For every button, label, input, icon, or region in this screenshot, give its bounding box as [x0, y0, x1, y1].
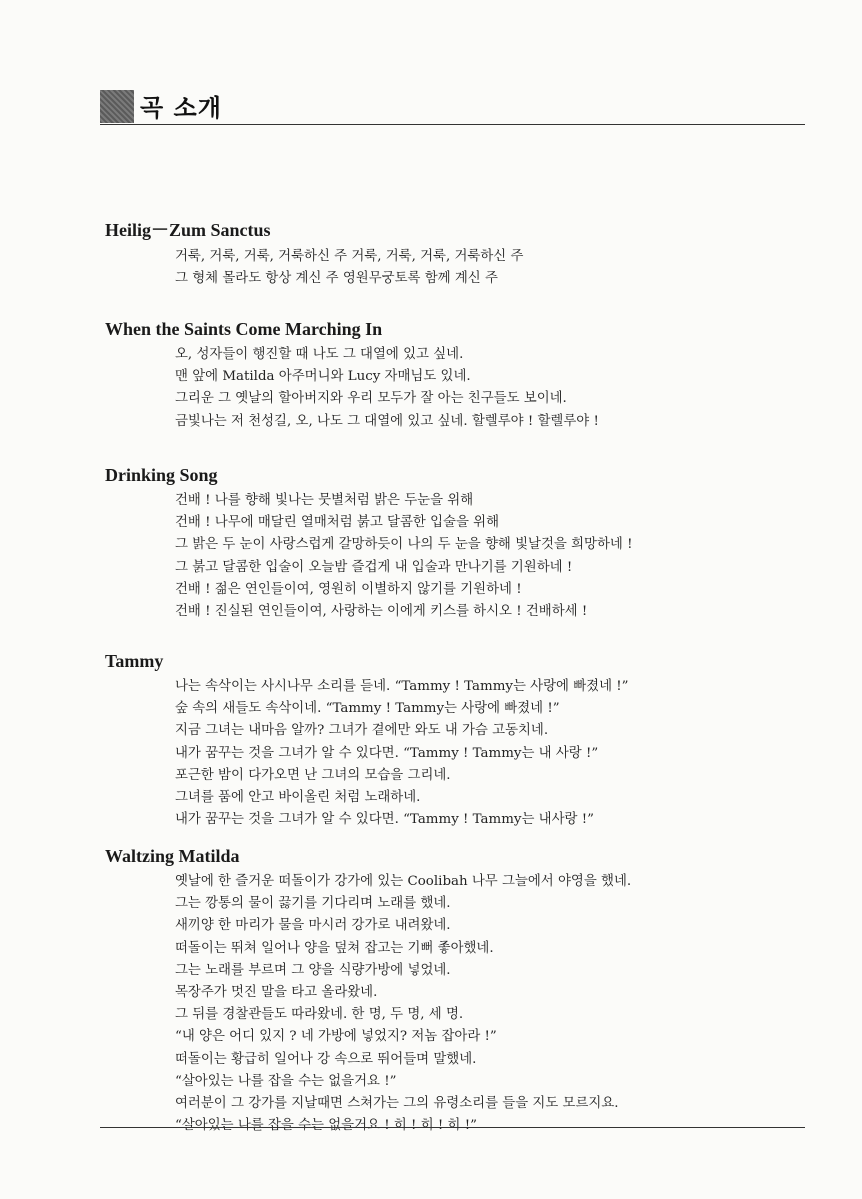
song-section-drinking-song	[105, 465, 805, 623]
footer-divider	[100, 1127, 805, 1128]
lyrics-block	[175, 490, 805, 623]
lyric-line: 숲 속의 새들도 속삭이네. “Tammy ! Tammy는 사랑에 빠졌네 !”	[175, 701, 560, 717]
lyric-line: 그 붉고 달콤한 입술이 오늘밤 즐겁게 내 입술과 만나기를 기원하네 !	[175, 559, 573, 575]
lyric-line: 목장주가 멋진 말을 타고 올라왔네.	[175, 985, 378, 1001]
lyric-line: 새끼양 한 마리가 물을 마시러 강가로 내려왔네.	[175, 918, 451, 934]
song-title: When the Saints Come Marching In	[105, 319, 383, 339]
lyric-line: “살아있는 나를 잡을 수는 없을거요 !”	[175, 1073, 397, 1089]
lyric-line: 건배 ! 진실된 연인들이여, 사랑하는 이에게 키스를 하시오 ! 건배하세 !	[175, 604, 588, 620]
song-title: Heilig－Zum Sanctus	[105, 220, 271, 240]
lyrics-block	[175, 344, 805, 433]
section-header	[100, 86, 805, 125]
lyric-line: 맨 앞에 Matilda 아주머니와 Lucy 자매님도 있네.	[175, 369, 471, 385]
song-section-heilig	[105, 216, 805, 290]
lyric-line: 그 밝은 두 눈이 사랑스럽게 갈망하듯이 나의 두 눈을 향해 빛날것을 희망하네 !	[175, 537, 633, 553]
lyric-line: 떠돌이는 황급히 일어나 강 속으로 뛰어들며 말했네.	[175, 1051, 477, 1067]
lyrics-block	[175, 676, 805, 831]
lyric-line: 건배 ! 나무에 매달린 열매처럼 붉고 달콤한 입술을 위해	[175, 515, 500, 531]
lyrics-block	[175, 871, 805, 1137]
lyric-line: 건배 ! 젊은 연인들이여, 영원히 이별하지 않기를 기원하네 !	[175, 581, 522, 597]
page-title: 곡 소개	[140, 94, 222, 122]
song-title: Tammy	[105, 651, 164, 671]
song-title: Drinking Song	[105, 465, 218, 485]
song-section-waltzing-matilda	[105, 846, 805, 1137]
lyric-line: 포근한 밤이 다가오면 난 그녀의 모습을 그리네.	[175, 767, 451, 783]
lyric-line: 내가 꿈꾸는 것을 그녀가 알 수 있다면. “Tammy ! Tammy는 내사랑 !”	[175, 812, 594, 828]
lyric-line: 그 뒤를 경찰관들도 따라왔네. 한 명, 두 명, 세 명.	[175, 1007, 464, 1023]
lyric-line: 그 형체 몰라도 항상 계신 주 영원무궁토록 함께 계신 주	[175, 271, 498, 287]
lyric-line: “내 양은 어디 있지 ? 네 가방에 넣었지? 저놈 잡아라 !”	[175, 1029, 497, 1045]
song-section-saints	[105, 319, 805, 433]
lyric-line: 그녀를 품에 안고 바이올린 처럼 노래하네.	[175, 790, 421, 806]
lyric-line: “살아있는 나를 잡을 수는 없을거요 ! 히 ! 히 ! 히 !”	[175, 1118, 477, 1134]
lyrics-block	[175, 246, 805, 290]
lyric-line: 나는 속삭이는 사시나무 소리를 듣네. “Tammy ! Tammy는 사랑에 빠졌네 !”	[175, 679, 629, 694]
lyric-line: 그는 노래를 부르며 그 양을 식량가방에 넣었네.	[175, 962, 451, 978]
lyric-line: 금빛나는 저 천성길, 오, 나도 그 대열에 있고 싶네. 할렐루야 ! 할렐루야 !	[175, 413, 599, 429]
lyric-line: 지금 그녀는 내마음 알까? 그녀가 곁에만 와도 내 가슴 고동치네.	[175, 723, 549, 739]
song-section-tammy	[105, 651, 805, 831]
lyric-line: 내가 꿈꾸는 것을 그녀가 알 수 있다면. “Tammy ! Tammy는 내 사랑 !”	[175, 745, 599, 761]
lyric-line: 옛날에 한 즐거운 떠돌이가 강가에 있는 Coolibah 나무 그늘에서 야영을 했네.	[175, 874, 632, 889]
lyric-line: 오, 성자들이 행진할 때 나도 그 대열에 있고 싶네.	[175, 347, 464, 362]
lyric-line: 여러분이 그 강가를 지날때면 스쳐가는 그의 유령소리를 들을 지도 모르지요.	[175, 1096, 619, 1112]
lyric-line: 떠돌이는 뛰쳐 일어나 양을 덮쳐 잡고는 기뻐 좋아했네.	[175, 940, 494, 956]
song-title: Waltzing Matilda	[105, 846, 240, 866]
lyric-line: 그는 깡통의 물이 끓기를 기다리며 노래를 했네.	[175, 896, 451, 912]
header-marker-block	[100, 90, 134, 123]
lyric-line: 그리운 그 옛날의 할아버지와 우리 모두가 잘 아는 친구들도 보이네.	[175, 391, 567, 407]
lyric-line: 건배 ! 나를 향해 빛나는 뭇별처럼 밝은 두눈을 위해	[175, 493, 474, 508]
lyric-line: 거룩, 거룩, 거룩, 거룩하신 주 거룩, 거룩, 거룩, 거룩하신 주	[175, 249, 524, 264]
